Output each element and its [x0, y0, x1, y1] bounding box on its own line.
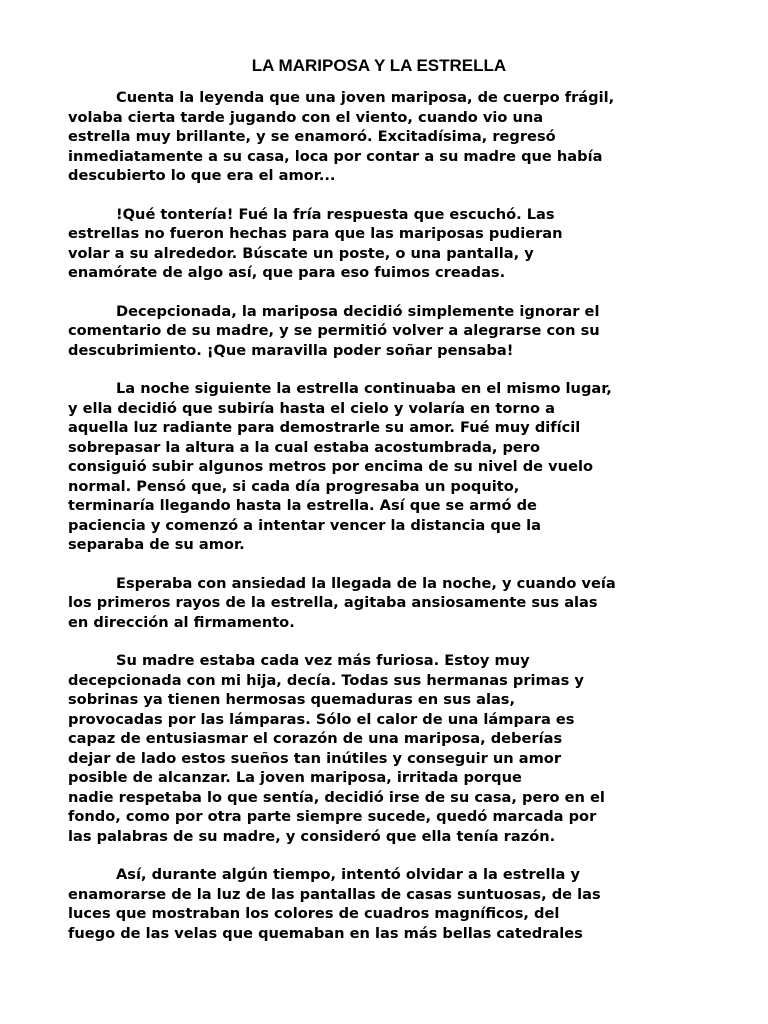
- story-title: LA MARIPOSA Y LA ESTRELLA: [251, 56, 507, 75]
- text-line: en dirección al firmamento.: [68, 613, 295, 631]
- text-line: sobrepasar la altura a la cual estaba acostumbrada, pero: [68, 438, 541, 456]
- text-line: inmediatamente a su casa, loca por contar a su madre que había: [68, 147, 603, 165]
- paragraph-4: [68, 379, 690, 555]
- text-line: Decepcionada, la mariposa decidió simplemente ignorar el: [116, 302, 600, 320]
- text-line: nadie respetaba lo que sentía, decidió irse de su casa, pero en el: [68, 788, 605, 806]
- text-line: descubrimiento. ¡Que maravilla poder soñar pensaba!: [68, 341, 514, 359]
- text-line: comentario de su madre, y se permitió volver a alegrarse con su: [68, 322, 600, 339]
- text-line: volar a su alrededor. Búscate un poste, o una pantalla, y: [68, 244, 534, 262]
- text-line: normal. Pensó que, si cada día progresaba un poquito,: [68, 477, 520, 495]
- text-line: las palabras de su madre, y consideró que ella tenía razón.: [68, 827, 556, 845]
- text-line: aquella luz radiante para demostrarle su amor. Fué muy difícil: [68, 419, 581, 436]
- text-line: descubierto lo que era el amor...: [68, 167, 336, 184]
- text-line: consiguió subir algunos metros por encima de su nivel de vuelo: [68, 458, 593, 475]
- text-line: decepcionada con mi hija, decía. Todas sus hermanas primas y: [68, 671, 584, 689]
- text-line: los primeros rayos de la estrella, agitaba ansiosamente sus alas: [68, 594, 598, 611]
- text-line: terminaría llegando hasta la estrella. Así que se armó de: [68, 497, 537, 514]
- text-line: volaba cierta tarde jugando con el viento, cuando vio una: [68, 108, 544, 126]
- text-line: fuego de las velas que quemaban en las más bellas catedrales: [68, 924, 583, 942]
- text-line: capaz de entusiasmar el corazón de una mariposa, deberías: [68, 730, 563, 747]
- text-line: sobrinas ya tienen hermosas quemaduras en sus alas,: [68, 691, 516, 708]
- text-line: dejar de lado estos sueños tan inútiles y conseguir un amor: [68, 749, 562, 767]
- text-line: Así, durante algún tiempo, intentó olvidar a la estrella y: [116, 866, 580, 883]
- text-line: enamorarse de la luz de las pantallas de casas suntuosas, de las: [68, 885, 601, 903]
- text-line: Su madre estaba cada vez más furiosa. Estoy muy: [116, 652, 530, 669]
- text-line: estrella muy brillante, y se enamoró. Excitadísima, regresó: [68, 128, 556, 145]
- text-line: luces que mostraban los colores de cuadros magníficos, del: [68, 905, 560, 922]
- text-line: y ella decidió que subiría hasta el cielo y volaría en torno a: [68, 399, 555, 417]
- text-line: paciencia y comenzó a intentar vencer la distancia que la: [68, 516, 542, 534]
- text-line: Cuenta la leyenda que una joven mariposa, de cuerpo frágil,: [116, 89, 615, 106]
- paragraph-2: [68, 205, 690, 283]
- document-page: [68, 54, 690, 962]
- paragraph-3: [68, 302, 690, 361]
- text-line: Esperaba con ansiedad la llegada de la noche, y cuando veía: [116, 574, 616, 592]
- text-line: La noche siguiente la estrella continuaba en el mismo lugar,: [116, 380, 612, 397]
- paragraph-7: [68, 865, 690, 943]
- text-line: estrellas no fueron hechas para que las mariposas pudieran: [68, 225, 563, 242]
- paragraph-6: [68, 651, 690, 846]
- text-line: !Qué tontería! Fué la fría respuesta que escuchó. Las: [116, 205, 555, 223]
- text-line: enamórate de algo así, que para eso fuimos creadas.: [68, 264, 506, 281]
- paragraph-1: [68, 88, 690, 186]
- text-line: separaba de su amor.: [68, 536, 245, 553]
- text-line: posible de alcanzar. La joven mariposa, irritada porque: [68, 769, 522, 786]
- paragraph-5: [68, 574, 690, 633]
- text-line: fondo, como por otra parte siempre sucede, quedó marcada por: [68, 808, 597, 825]
- text-line: provocadas por las lámparas. Sólo el calor de una lámpara es: [68, 710, 575, 728]
